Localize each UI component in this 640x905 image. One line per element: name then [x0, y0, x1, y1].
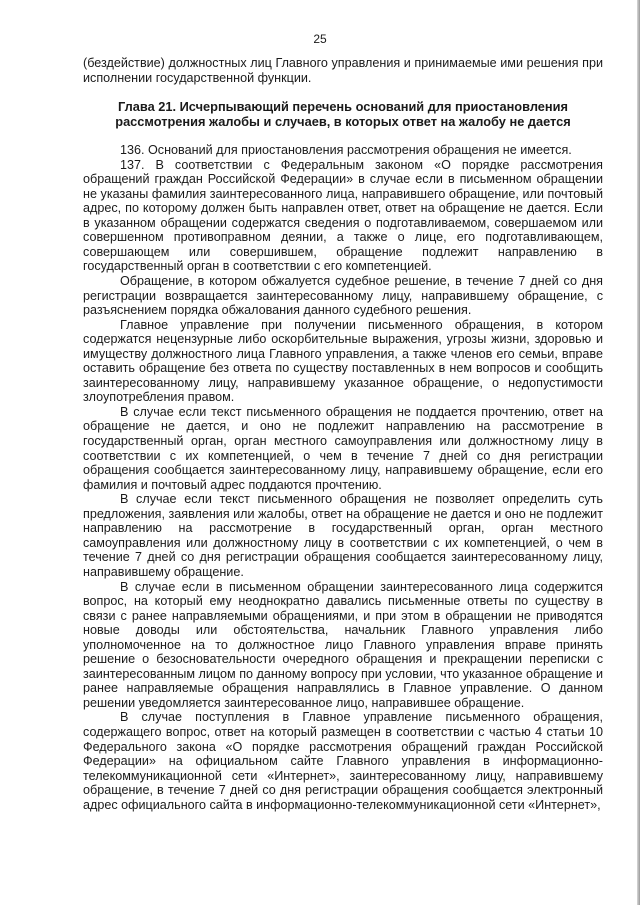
paragraph-answer-on-website: В случае поступления в Главное управление письменного обращения, содержащего вопрос, ответ на который размещен в соответствии с частью 4 статьи 10 Федерального закона «О порядке рассмотрения обращений граждан Российской Федерации» на официальном сайте Главного управления в информационно-телекоммуникационной сети «Интернет», заинтересованному лицу, направившему обращение, в течение 7 дней со дня регистрации обращения сообщается электронный адрес официального сайта в информационно-телекоммуникационной сети «Интернет», [83, 710, 603, 812]
paragraph-offensive-language: Главное управление при получении письменного обращения, в котором содержатся нецензурные либо оскорбительные выражения, угрозы жизни, здоровью и имуществу должностного лица Главного управления, а также членов его семьи, вправе оставить обращение без ответа по существу поставленных в нем вопросов и сообщить заинтересованному лицу, направившему указанное обращение, о недопустимости злоупотребления правом. [83, 317, 603, 405]
paragraph-unreadable-text: В случае если текст письменного обращения не поддается прочтению, ответ на обращение не дается, и оно не подлежит направлению на рассмотрение в государственный орган, орган местного самоуправления или должностному лицу в соответствии с их компетенцией, о чем в течение 7 дней со дня регистрации обращения сообщается заинтересованному лицу, направившему обращение, если его фамилия и почтовый адрес поддаются прочтению. [83, 404, 603, 492]
paragraph-136: 136. Оснований для приостановления рассмотрения обращения не имеется. [120, 143, 572, 158]
page-number: 25 [313, 32, 327, 46]
paragraph-repeated-question: В случае если в письменном обращении заинтересованного лица содержится вопрос, на который ему неоднократно давались письменные ответы по существу в связи с ранее направляемыми обращениями, и при этом в обращении не приводятся новые доводы или обстоятельства, начальник Главного управления либо уполномоченное на то должностное лицо Главного управления вправе принять решение о безосновательности очередного обращения и прекращении переписки с заинтересованным лицом по данному вопросу при условии, что указанное обращение и ранее направляемые обращения направлялись в Главное управление. О данном решении уведомляется заинтересованное лицо, направившее обращение. [83, 579, 603, 710]
paragraph-unclear-essence: В случае если текст письменного обращения не позволяет определить суть предложения, заявления или жалобы, ответ на обращение не дается и оно не подлежит направлению на рассмотрение в государственный орган, орган местного самоуправления или должностному лицу в соответствии с их компетенцией, о чем в течение 7 дней со дня регистрации обращения сообщается заинтересованному лицу, направившему обращение. [83, 492, 603, 579]
paragraph-court-decision: Обращение, в котором обжалуется судебное решение, в течение 7 дней со дня регистрации возвращается заинтересованному лицу, направившему обращение, с разъяснением порядка обжалования данного судебного решения. [83, 274, 603, 318]
paragraph-137: 137. В соответствии с Федеральным законом «О порядке рассмотрения обращений граждан Российской Федерации» в случае если в письменном обращении не указаны фамилия заинтересованного лица, направившего обращение, или почтовый адрес, по которому должен быть направлен ответ, ответ на обращение не дается. Если в указанном обращении содержатся сведения о подготавливаемом, совершаемом или совершенном противоправном деянии, а также о лице, его подготавливающем, совершающем или совершившем, обращение подлежит направлению в государственный орган в соответствии с его компетенцией. [83, 157, 603, 274]
intro-paragraph: (бездействие) должностных лиц Главного управления и принимаемые ими решения при исполнении государственной функции. [83, 56, 603, 85]
document-body [83, 56, 603, 812]
chapter-heading: Глава 21. Исчерпывающий перечень оснований для приостановления рассмотрения жалобы и случаев, в которых ответ на жалобу не дается [115, 99, 571, 130]
